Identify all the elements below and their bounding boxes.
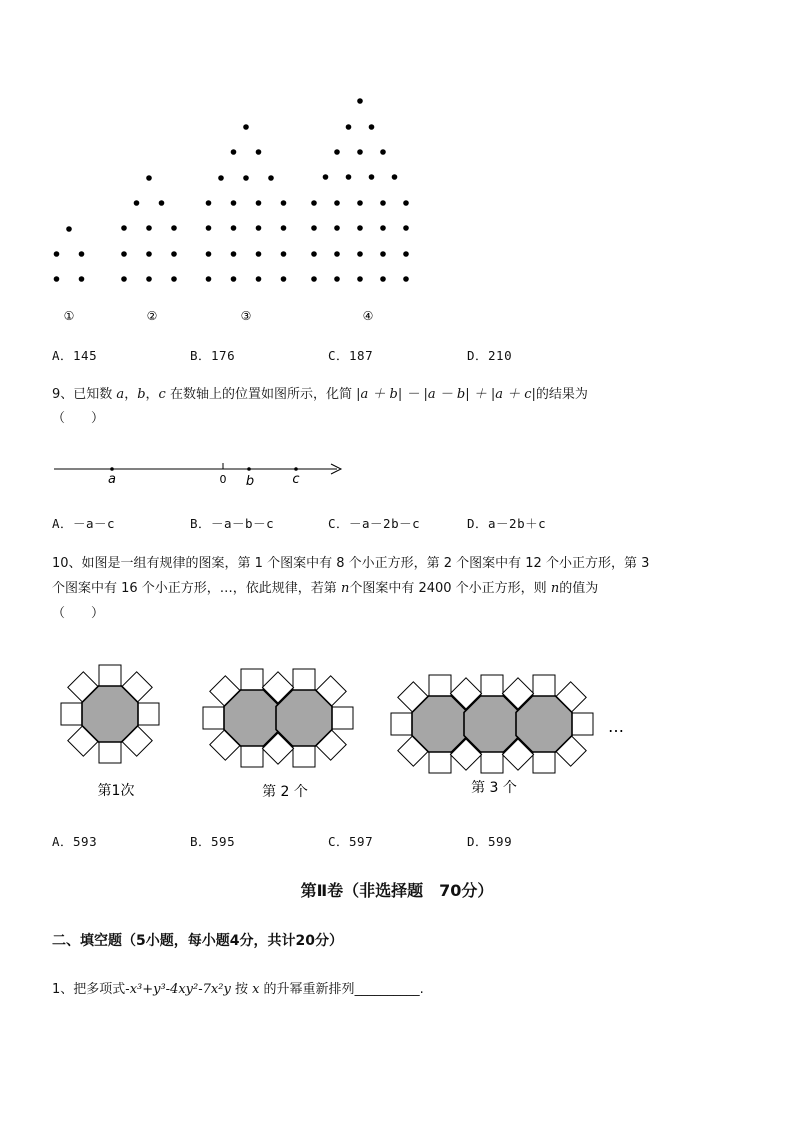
- pattern-label-3: ③: [240, 309, 252, 323]
- dot: [357, 225, 363, 231]
- fill1-var-x: x: [252, 982, 260, 997]
- dot: [334, 200, 340, 206]
- dot: [403, 276, 409, 282]
- small-square: [99, 741, 121, 763]
- dot: [206, 225, 212, 231]
- pattern-label-2: ②: [146, 309, 158, 323]
- dot: [281, 225, 287, 231]
- fill1-question: [52, 978, 424, 1002]
- dot: [346, 124, 352, 130]
- small-square: [481, 675, 503, 697]
- dot: [171, 251, 177, 257]
- small-square: [429, 675, 451, 697]
- figure-label-1: 第1次: [97, 783, 135, 799]
- small-square: [533, 751, 555, 773]
- dot: [206, 276, 212, 282]
- q8-option-a[interactable]: A．145: [52, 348, 98, 363]
- dot: [121, 276, 127, 282]
- dot-pattern-figure: [0, 0, 794, 330]
- dot: [392, 174, 398, 180]
- dot: [231, 251, 237, 257]
- dot: [66, 226, 72, 232]
- dot: [218, 175, 224, 181]
- small-square: [241, 745, 263, 767]
- dot: [357, 98, 363, 104]
- q9-text-prefix: 已知数: [73, 387, 117, 402]
- small-square: [61, 703, 83, 725]
- dot: [369, 124, 375, 130]
- dot: [357, 276, 363, 282]
- dot: [231, 225, 237, 231]
- dot: [146, 251, 152, 257]
- q10-option-d[interactable]: D．599: [467, 834, 513, 849]
- dot: [403, 200, 409, 206]
- label-b: b: [245, 474, 255, 489]
- q9-blank: （ ）: [52, 411, 105, 426]
- dot: [380, 225, 386, 231]
- dot: [369, 174, 375, 180]
- q9-var-c: c: [158, 387, 166, 402]
- dot: [380, 276, 386, 282]
- q9-option-c[interactable]: C．－a－2b－c: [328, 516, 421, 531]
- dot: [334, 251, 340, 257]
- q9-expression: |a ＋ b| － |a － b| ＋ |a ＋ c|: [356, 387, 536, 402]
- q9-option-d[interactable]: D．a－2b＋c: [467, 516, 547, 531]
- q10-line2-suffix: 的值为: [559, 581, 599, 596]
- pattern-label-4: ④: [362, 309, 374, 323]
- dot: [380, 251, 386, 257]
- dot: [146, 175, 152, 181]
- figure-label-3: 第 3 个: [471, 780, 517, 796]
- dot: [311, 276, 317, 282]
- octagon-pattern-figure: [0, 650, 794, 805]
- dot: [206, 200, 212, 206]
- figure-ellipsis: …: [608, 717, 624, 736]
- figure-label-2: 第 2 个: [262, 784, 308, 800]
- dot: [134, 200, 140, 206]
- octagon: [412, 696, 468, 752]
- dot: [311, 225, 317, 231]
- small-square: [481, 751, 503, 773]
- dot: [311, 200, 317, 206]
- dot: [159, 200, 165, 206]
- dot: [357, 251, 363, 257]
- q10-line2-prefix: 个图案中有 16 个小正方形，…，依此规律，若第: [52, 581, 341, 596]
- octagon: [82, 686, 138, 742]
- dot: [403, 251, 409, 257]
- dot: [206, 251, 212, 257]
- small-square: [391, 713, 413, 735]
- octagon: [464, 696, 520, 752]
- dot: [281, 200, 287, 206]
- dot: [334, 149, 340, 155]
- dot: [243, 124, 249, 130]
- dot: [323, 174, 329, 180]
- q8-option-b[interactable]: B．176: [190, 348, 236, 363]
- q10-line1: 10、如图是一组有规律的图案，第 1 个图案中有 8 个小正方形，第 2 个图案中有 12 个小正方形，第 3: [52, 556, 650, 571]
- small-square: [331, 707, 353, 729]
- q8-option-c[interactable]: C．187: [328, 348, 374, 363]
- dot: [334, 276, 340, 282]
- dot: [334, 225, 340, 231]
- q8-option-d[interactable]: D．210: [467, 348, 513, 363]
- q9-text-suffix: 的结果为: [535, 387, 588, 402]
- point-a: [110, 467, 114, 471]
- fill1-number: 1、: [52, 982, 74, 997]
- small-square: [533, 675, 555, 697]
- pattern-label-1: ①: [63, 309, 75, 323]
- small-square: [137, 703, 159, 725]
- fill1-mid: 按: [234, 982, 253, 997]
- q9-var-b: b: [137, 387, 146, 402]
- fill1-prefix: 把多项式: [73, 982, 126, 997]
- dot: [171, 225, 177, 231]
- q9-question: 9、已知数 a，b，c 在数轴上的位置如图所示，化简 |a ＋ b| － |a － b| ＋ |a ＋ c|的结果为: [52, 387, 588, 402]
- octagon: [224, 690, 280, 746]
- q10-option-c[interactable]: C．597: [328, 834, 374, 849]
- small-square: [99, 665, 121, 687]
- fill1-polynomial: -x³+y³-4xy²-7x²y: [125, 982, 231, 997]
- dot: [146, 276, 152, 282]
- point-b: [247, 467, 251, 471]
- q10-option-b[interactable]: B．595: [190, 834, 236, 849]
- dot: [54, 251, 60, 257]
- dot: [281, 276, 287, 282]
- dot: [121, 225, 127, 231]
- dot: [171, 276, 177, 282]
- small-square: [241, 669, 263, 691]
- q9-number: 9、: [52, 387, 74, 402]
- dot: [403, 225, 409, 231]
- octagon: [516, 696, 572, 752]
- q10-option-a[interactable]: A．593: [52, 834, 98, 849]
- dot: [311, 251, 317, 257]
- label-zero: 0: [219, 473, 227, 486]
- dot: [231, 276, 237, 282]
- small-square: [571, 713, 593, 735]
- octagon: [276, 690, 332, 746]
- small-square: [293, 669, 315, 691]
- q10-var-n-2: n: [550, 581, 560, 596]
- q9-number-line: [50, 455, 350, 491]
- q9-text-mid: 在数轴上的位置如图所示，化简: [165, 387, 352, 402]
- dot: [346, 174, 352, 180]
- dot: [243, 175, 249, 181]
- dot: [357, 149, 363, 155]
- dot: [231, 200, 237, 206]
- label-c: c: [292, 472, 300, 487]
- point-c: [294, 467, 298, 471]
- dot: [380, 149, 386, 155]
- dot: [281, 251, 287, 257]
- small-square: [293, 745, 315, 767]
- dot: [79, 251, 85, 257]
- fill1-suffix: 的升幂重新排列: [259, 982, 355, 997]
- dot: [121, 251, 127, 257]
- dot: [146, 225, 152, 231]
- q9-option-b[interactable]: B．－a－b－c: [190, 516, 275, 531]
- dot: [380, 200, 386, 206]
- label-a: a: [108, 472, 116, 487]
- q10-line2-mid: 个图案中有 2400 个小正方形，则: [349, 581, 551, 596]
- q10-blank: （ ）: [52, 606, 105, 621]
- fill1-blank[interactable]: __________.: [354, 982, 424, 997]
- q10-line2: [52, 577, 598, 601]
- section2-heading: 二、填空题（5小题，每小题4分，共计20分）: [52, 933, 343, 949]
- dot: [256, 276, 262, 282]
- q10-var-n: n: [340, 581, 350, 596]
- dot: [256, 225, 262, 231]
- dot: [357, 200, 363, 206]
- small-square: [429, 751, 451, 773]
- dot: [268, 175, 274, 181]
- q9-option-a[interactable]: A．－a－c: [52, 516, 116, 531]
- dot: [256, 200, 262, 206]
- q9-var-a: a: [116, 387, 125, 402]
- dot: [54, 276, 60, 282]
- section2-title: 第Ⅱ卷（非选择题 70分）: [300, 881, 494, 900]
- dot: [79, 276, 85, 282]
- dot: [256, 149, 262, 155]
- dot: [256, 251, 262, 257]
- small-square: [203, 707, 225, 729]
- dot: [231, 149, 237, 155]
